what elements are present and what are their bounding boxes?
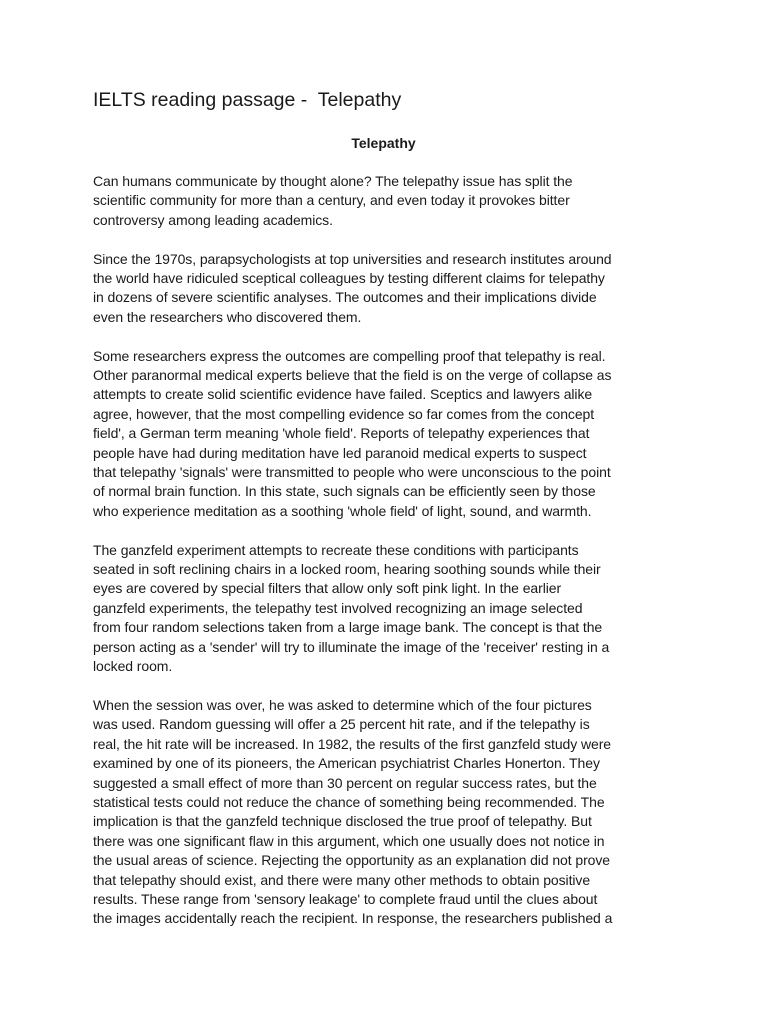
paragraph-3 [93, 347, 674, 522]
text-line: real, the hit rate will be increased. In 1982, the results of the first ganzfeld study were [93, 735, 612, 752]
paragraph-4 [93, 541, 674, 677]
passage-body [93, 172, 674, 929]
text-line: examined by one of its pioneers, the American psychiatrist Charles Honerton. They [93, 755, 600, 772]
text-line: ganzfeld experiments, the telepathy test involved recognizing an image selected [93, 599, 583, 616]
text-line: When the session was over, he was asked to determine which of the four pictures [93, 696, 592, 713]
text-line: scientific community for more than a century, and even today it provokes bitter [93, 192, 570, 209]
text-line: statistical tests could not reduce the chance of something being recommended. The [93, 793, 605, 810]
text-line: was used. Random guessing will offer a 25 percent hit rate, and if the telepathy is [93, 716, 590, 733]
text-line: field', a German term meaning 'whole field'. Reports of telepathy experiences that [93, 425, 590, 442]
paragraph-1 [93, 172, 674, 230]
text-line: attempts to create solid scientific evidence have failed. Sceptics and lawyers alike [93, 386, 593, 403]
text-line: seated in soft reclining chairs in a locked room, hearing soothing sounds while their [93, 561, 601, 578]
text-line: the world have ridiculed sceptical colleagues by testing different claims for telepathy [93, 270, 605, 287]
text-line: eyes are covered by special filters that allow only soft pink light. In the earlier [93, 580, 562, 597]
text-line: even the researchers who discovered them. [93, 308, 362, 325]
paragraph-5 [93, 696, 674, 929]
text-line: suggested a small effect of more than 30 percent on regular success rates, but the [93, 774, 597, 791]
text-line: controversy among leading academics. [93, 211, 333, 228]
text-line: The ganzfeld experiment attempts to recreate these conditions with participants [93, 541, 579, 558]
text-line: the usual areas of science. Rejecting the opportunity as an explanation did not prove [93, 852, 610, 869]
text-line: Other paranormal medical experts believe that the field is on the verge of collapse as [93, 367, 612, 384]
text-line: agree, however, that the most compelling evidence so far comes from the concept [93, 405, 595, 422]
text-line: that telepathy 'signals' were transmitted to people who were unconscious to the point [93, 464, 611, 481]
document-title: IELTS reading passage - Telepathy [93, 89, 402, 111]
text-line: person acting as a 'sender' will try to illuminate the image of the 'receiver' resting in a [93, 638, 610, 655]
text-line: there was one significant flaw in this argument, which one usually does not notice in [93, 832, 605, 849]
text-line: in dozens of severe scientific analyses. The outcomes and their implications divide [93, 289, 597, 306]
text-line: Can humans communicate by thought alone? The telepathy issue has split the [93, 173, 573, 189]
text-line: the images accidentally reach the recipient. In response, the researchers published a [93, 910, 613, 927]
text-line: that telepathy should exist, and there were many other methods to obtain positive [93, 871, 591, 888]
text-line: Some researchers express the outcomes are compelling proof that telepathy is real. [93, 347, 606, 364]
section-heading: Telepathy [351, 135, 416, 151]
text-line: who experience meditation as a soothing 'whole field' of light, sound, and warmth. [93, 502, 592, 519]
text-line: people have had during meditation have led paranoid medical experts to suspect [93, 444, 587, 461]
text-line: Since the 1970s, parapsychologists at top universities and research institutes around [93, 250, 612, 267]
text-line: of normal brain function. In this state, such signals can be efficiently seen by those [93, 483, 596, 500]
text-line: from four random selections taken from a large image bank. The concept is that the [93, 619, 603, 636]
text-line: locked room. [93, 658, 173, 675]
text-line: implication is that the ganzfeld technique disclosed the true proof of telepathy. But [93, 813, 592, 830]
paragraph-2 [93, 250, 674, 328]
text-line: results. These range from 'sensory leakage' to complete fraud until the clues about [93, 890, 598, 907]
